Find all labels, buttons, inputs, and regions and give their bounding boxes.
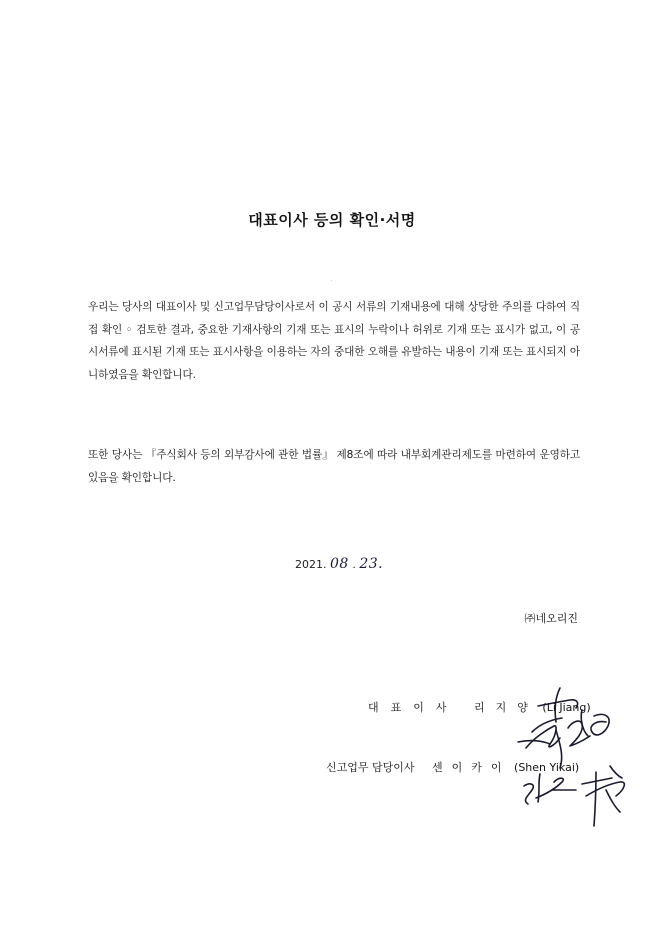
signer-officer-name: 센이카이 bbox=[432, 761, 511, 774]
date-day-handwritten: 23. bbox=[359, 556, 384, 572]
confirmation-paragraph: 우리는 당사의 대표이사 및 신고업무담당이사로서 이 공시 서류의 기재내용에 대해 상당한 주의를 다하여 직접 확인 ◦ 검토한 결과, 중요한 기재사항의 기재 또는 표시의 누락이나 허위로 기재 또는 표시가 없고, 이 공시서류에 표시된 기재 또는 표시사항을 이용하는 자의 중대한 오해를 유발하는 내용이 기재 또는 표시되지 아니하였음을 확인합니다. bbox=[88, 301, 580, 381]
company-name: ㈜네오리진 bbox=[524, 612, 578, 625]
handwritten-signatures bbox=[510, 686, 640, 832]
date-month-handwritten: 08 bbox=[330, 556, 349, 572]
scan-speck bbox=[331, 280, 332, 281]
signer-officer-roman-name: (Shen Yikai) bbox=[514, 761, 580, 774]
signer-ceo-roman-name: (Li Jiang) bbox=[542, 701, 591, 714]
signer-ceo-name: 리지양 bbox=[474, 701, 539, 714]
document-title: 대표이사 등의 확인·서명 bbox=[248, 211, 416, 229]
signing-date bbox=[295, 556, 383, 572]
signer-ceo-role: 대표이사 bbox=[368, 701, 459, 714]
date-year: 2021. bbox=[295, 558, 327, 571]
date-separator: . bbox=[352, 558, 356, 571]
signature-stroke bbox=[555, 688, 560, 722]
signer-officer-role: 신고업무 담당이사 bbox=[326, 761, 415, 774]
internal-control-paragraph: 또한 당사는 『주식회사 등의 외부감사에 관한 법률』 제8조에 따라 내부회계관리제도를 마련하여 운영하고 있음을 확인합니다. bbox=[88, 449, 580, 484]
